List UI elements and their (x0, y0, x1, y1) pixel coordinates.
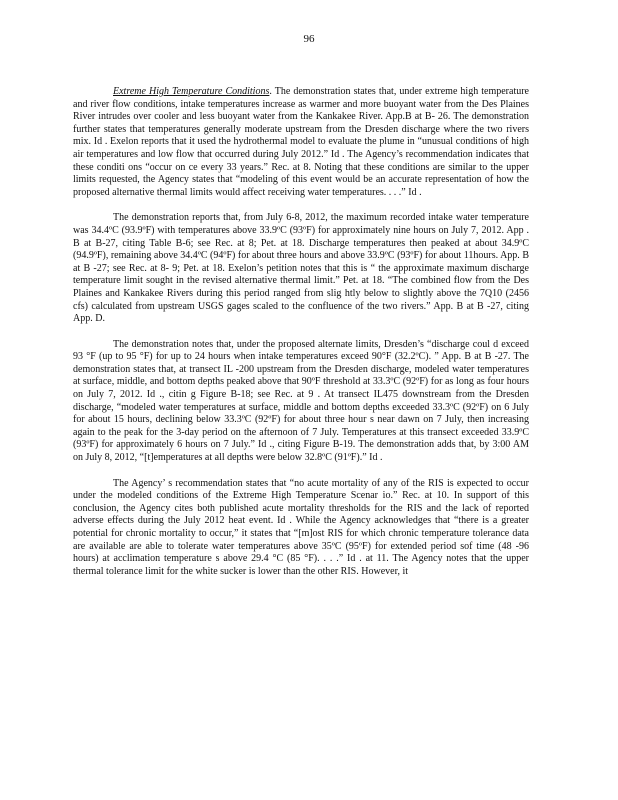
body-text (73, 86, 529, 578)
paragraph-text: The Agency’ s recommendation states that “no acute mortality of any of the RIS is expected to occur under the modeled conditions of the Extreme High Temperature Scenar io.” Rec. at 10. In support of this conclusion, the Agency cites both published acute mortality thresholds for the RIS and the lack of reported adverse effects during the July 2012 heat event. Id . While the Agency acknowledges that “there is a greater potential for chronic mortality to occur,” it states that “[m]ost RIS for which chronic temperature tolerance data are available are able to tolerate water temperatures above 35ºC (95ºF) for extended period sof time (48 -96 hours) at acclimation temperature s above 29.4 °C (85 °F). . . .” Id . at 11. The Agency notes that the upper thermal tolerance limit for the white sucker is lower than the other RIS. However, it (73, 477, 529, 577)
paragraph-text: The demonstration notes that, under the proposed alternate limits, Dresden’s “discharge coul d exceed 93 °F (up to 95 °F) for up to 24 hours when intake temperatures exceed 90°F (32.2ºC). ” App. B at B -27. The demonstration states that, at transect IL -200 upstream from the Dresden discharge, modeled water temperatures at surface, middle, and bottom depths peaked above that 90ºF threshold at 33.3ºC (92ºF) for as long as four hours on July 7, 2012. Id ., citin g Figure B-18; see Rec. at 9 . At transect IL475 downstream from the Dresden discharge, “modeled water temperatures at surface, middle and bottom depths exceeded 33.3ºC (92ºF) on 6 July for about 15 hours, declining below 33.3ºC (92ºF) for about three hour s near dawn on 7 July, then increasing again to the peak for the 3-day period on the afternoon of 7 July. Temperatures at this transect exceeded 33.9ºC (93ºF) for approximately 6 hours on 7 July.” Id ., citing Figure B-19. The demonstration adds that, by 3:00 AM on July 8, 2012, “[t]emperatures at all depths were below 32.8ºC (91ºF).” Id . (73, 338, 529, 464)
page-number: 96 (303, 33, 315, 45)
paragraph-text: . The demonstration states that, under extreme high temperature and river flow conditions, intake temperatures increase as warmer and more buoyant water from the Des Plaines River intrudes over cooler and less buoyant water from the Kankakee River. App.B at B- 26. The demonstration further states that temperatures generally moderate upstream from the Dresden discharge where the two rivers mix. Id . Exelon reports that it used the hydrothermal model to evaluate the plume in “unusual conditions of high air temperatures and low flow that occurred during July 2012.” Id . The Agency’s recommendation indicates that these conditi ons “occur on ce every 33 years.” Rec. at 8. Noting that these conditions are similar to the upper limits requested, the Agency states that “modeling of this event would be an accurate representation of how the proposed alternative thermal limits would affect receiving water temperatures. . . .” Id . (73, 86, 529, 198)
paragraph-extreme-high-temperature (73, 86, 529, 199)
paragraph-text: The demonstration reports that, from July 6-8, 2012, the maximum recorded intake water temperature was 34.4ºC (93.9ºF) with temperatures above 33.9ºC (93ºF) for approximately nine hours on July 7, 2012. App . B at B-27, citing Table B-6; see Rec. at 8; Pet. at 18. Discharge temperatures then peaked at about 34.9ºC (94.9ºF), remaining above 34.4ºC (94ºF) for about three hours and above 33.9ºC (93ºF) for about 11hours. App. B at B -27; see Rec. at 8- 9; Pet. at 18. Exelon’s petition notes that this is “ the approximate maximum discharge temperature limit sought in the revised alternative thermal limit.” Pet. at 18. “The combined flow from the Des Plaines and Kankakee Rivers during this period ranged from slig htly below to slightly above the 7Q10 (2456 cfs) calculated from upstream USGS gages scaled to the confluence of the two rivers.” App. B at B -27, citing App. D. (73, 212, 529, 325)
paragraph-agency-recommendation (73, 478, 529, 579)
paragraph-discharge-limits (73, 339, 529, 465)
section-heading: Extreme High Temperature Conditions (113, 86, 270, 97)
paragraph-intake-temperature (73, 212, 529, 325)
